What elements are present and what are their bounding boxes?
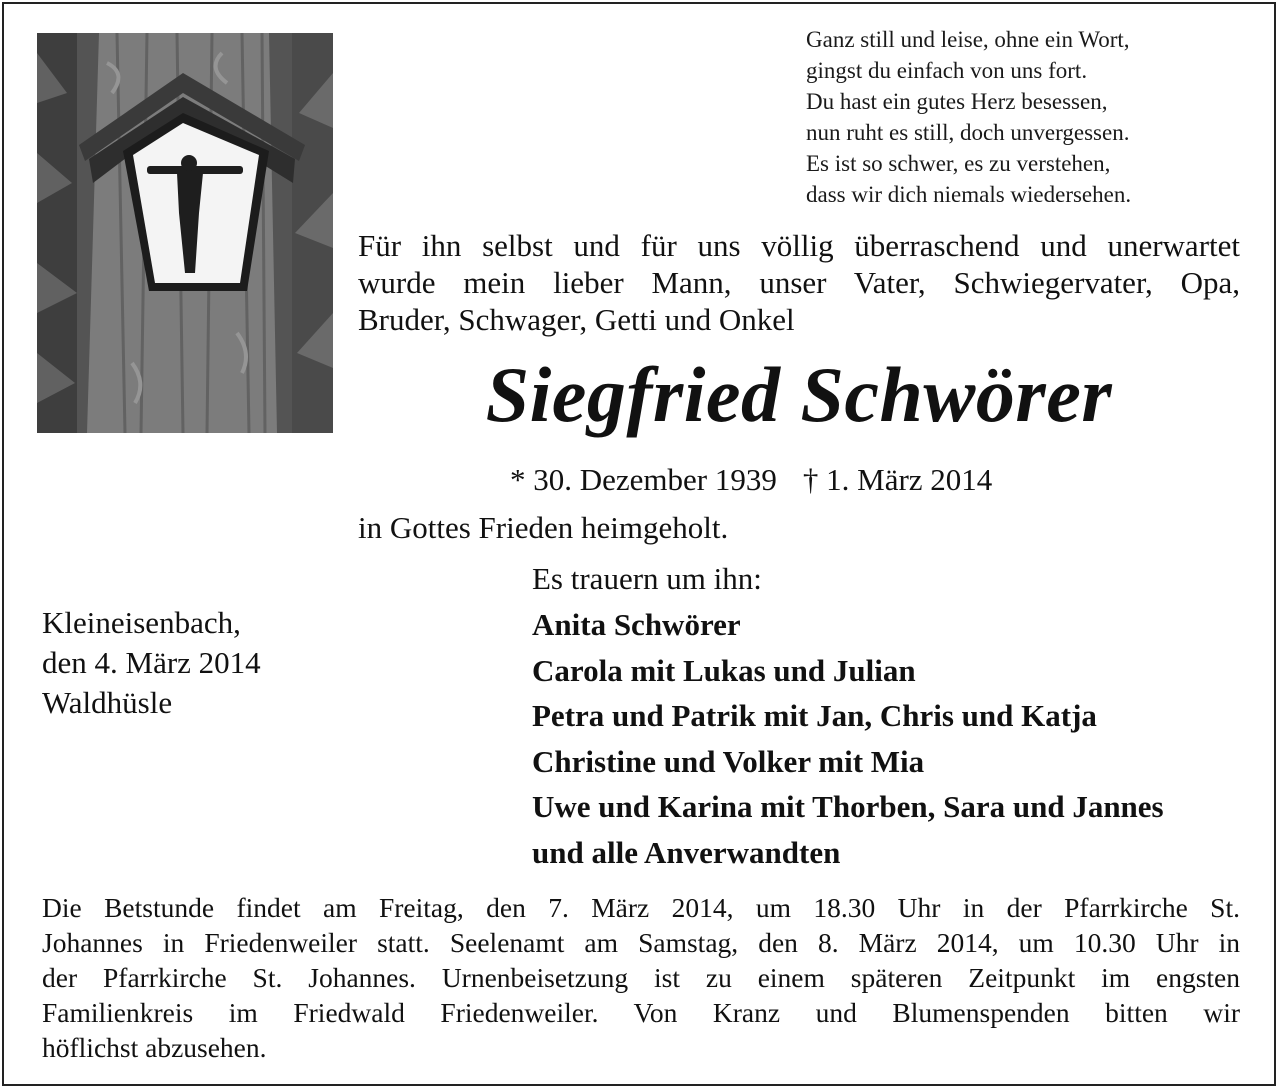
notes-line: Johannes in Friedenweiler statt. Seelenamt am Samstag, den 8. März 2014, um 10.30 Uhr in [42,927,1240,958]
mourner-name: Christine und Volker mit Mia [532,743,925,779]
poem-line: Es ist so schwer, es zu verstehen, [806,151,1111,176]
notes-line: höflichst abzusehen. [42,1032,267,1063]
mourner-name: Carola mit Lukas und Julian [532,652,916,688]
date-line: den 4. März 2014 [42,645,261,680]
death-date: † 1. März 2014 [802,462,993,497]
notes-line: Familienkreis im Friedwald Friedenweiler. Von Kranz und Blumenspenden bitten wir [42,997,1240,1028]
deceased-name: Siegfried Schwörer [485,351,1113,438]
birth-date: * 30. Dezember 1939 [510,462,777,497]
notes-line: der Pfarrkirche St. Johannes. Urnenbeisetzung ist zu einem späteren Zeitpunkt im engsten [42,962,1240,993]
mourner-name: Petra und Patrik mit Jan, Chris und Katja [532,698,1097,734]
locality-line: Waldhüsle [42,685,173,720]
poem-line: Ganz still und leise, ohne ein Wort, [806,27,1130,52]
announcement-intro [358,227,1240,338]
life-dates [510,461,992,499]
place-and-date [42,603,261,723]
poem-line: dass wir dich niemals wiedersehen. [806,182,1132,207]
mourner-name: Anita Schwörer [532,607,741,642]
mourners-heading: Es trauern um ihn: [532,561,762,596]
mourner-name: Uwe und Karina mit Thorben, Sara und Jannes [532,789,1164,825]
place-line: Kleineisenbach, [42,605,241,640]
memorial-poem [806,24,1246,210]
notes-line: Die Betstunde findet am Freitag, den 7. März 2014, um 18.30 Uhr in der Pfarrkirche St. [42,892,1240,923]
mourners-list [532,602,1164,876]
poem-line: gingst du einfach von uns fort. [806,58,1088,83]
intro-line: Bruder, Schwager, Getti und Onkel [358,302,795,337]
mourner-name: und alle Anverwandten [532,834,841,870]
peace-line: in Gottes Frieden heimgeholt. [358,510,729,545]
wayside-cross-photo [37,33,333,433]
intro-line: Für ihn selbst und für uns völlig überraschend und unerwartet [358,228,1240,263]
intro-line: wurde mein lieber Mann, unser Vater, Schwiegervater, Opa, [358,265,1240,300]
service-notes [42,890,1240,1065]
poem-line: Du hast ein gutes Herz besessen, [806,89,1108,114]
poem-line: nun ruht es still, doch unvergessen. [806,120,1130,145]
crucifix-image [37,33,333,433]
